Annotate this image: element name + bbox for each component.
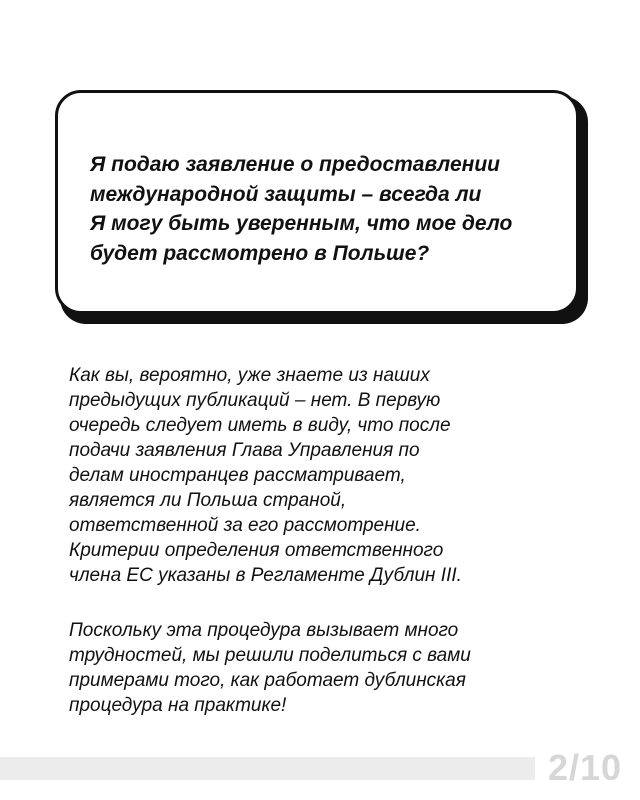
- question-text: Я подаю заявление о предоставлении международной защиты – всегда ли Я могу быть уверенным, что мое дело будет рассмотрено в Польше?: [90, 153, 513, 265]
- footer-bar: [0, 757, 535, 780]
- question-card: [55, 90, 579, 314]
- page-indicator: 2/10: [548, 747, 623, 788]
- body-paragraph-1: Как вы, вероятно, уже знаете из наших предыдущих публикаций – нет. В первую очередь следует иметь в виду, что после подачи заявления Глава Управления по делам иностранцев рассматривает, является ли Польша страной, ответственной за его рассмотрение. Критерии определения ответственного члена ЕС указаны в Регламенте Дублин III.: [69, 365, 462, 586]
- body-paragraph-2: Поскольку эта процедура вызывает много трудностей, мы решили поделиться с вами примерами того, как работает дублинская процедура на практике!: [69, 620, 471, 716]
